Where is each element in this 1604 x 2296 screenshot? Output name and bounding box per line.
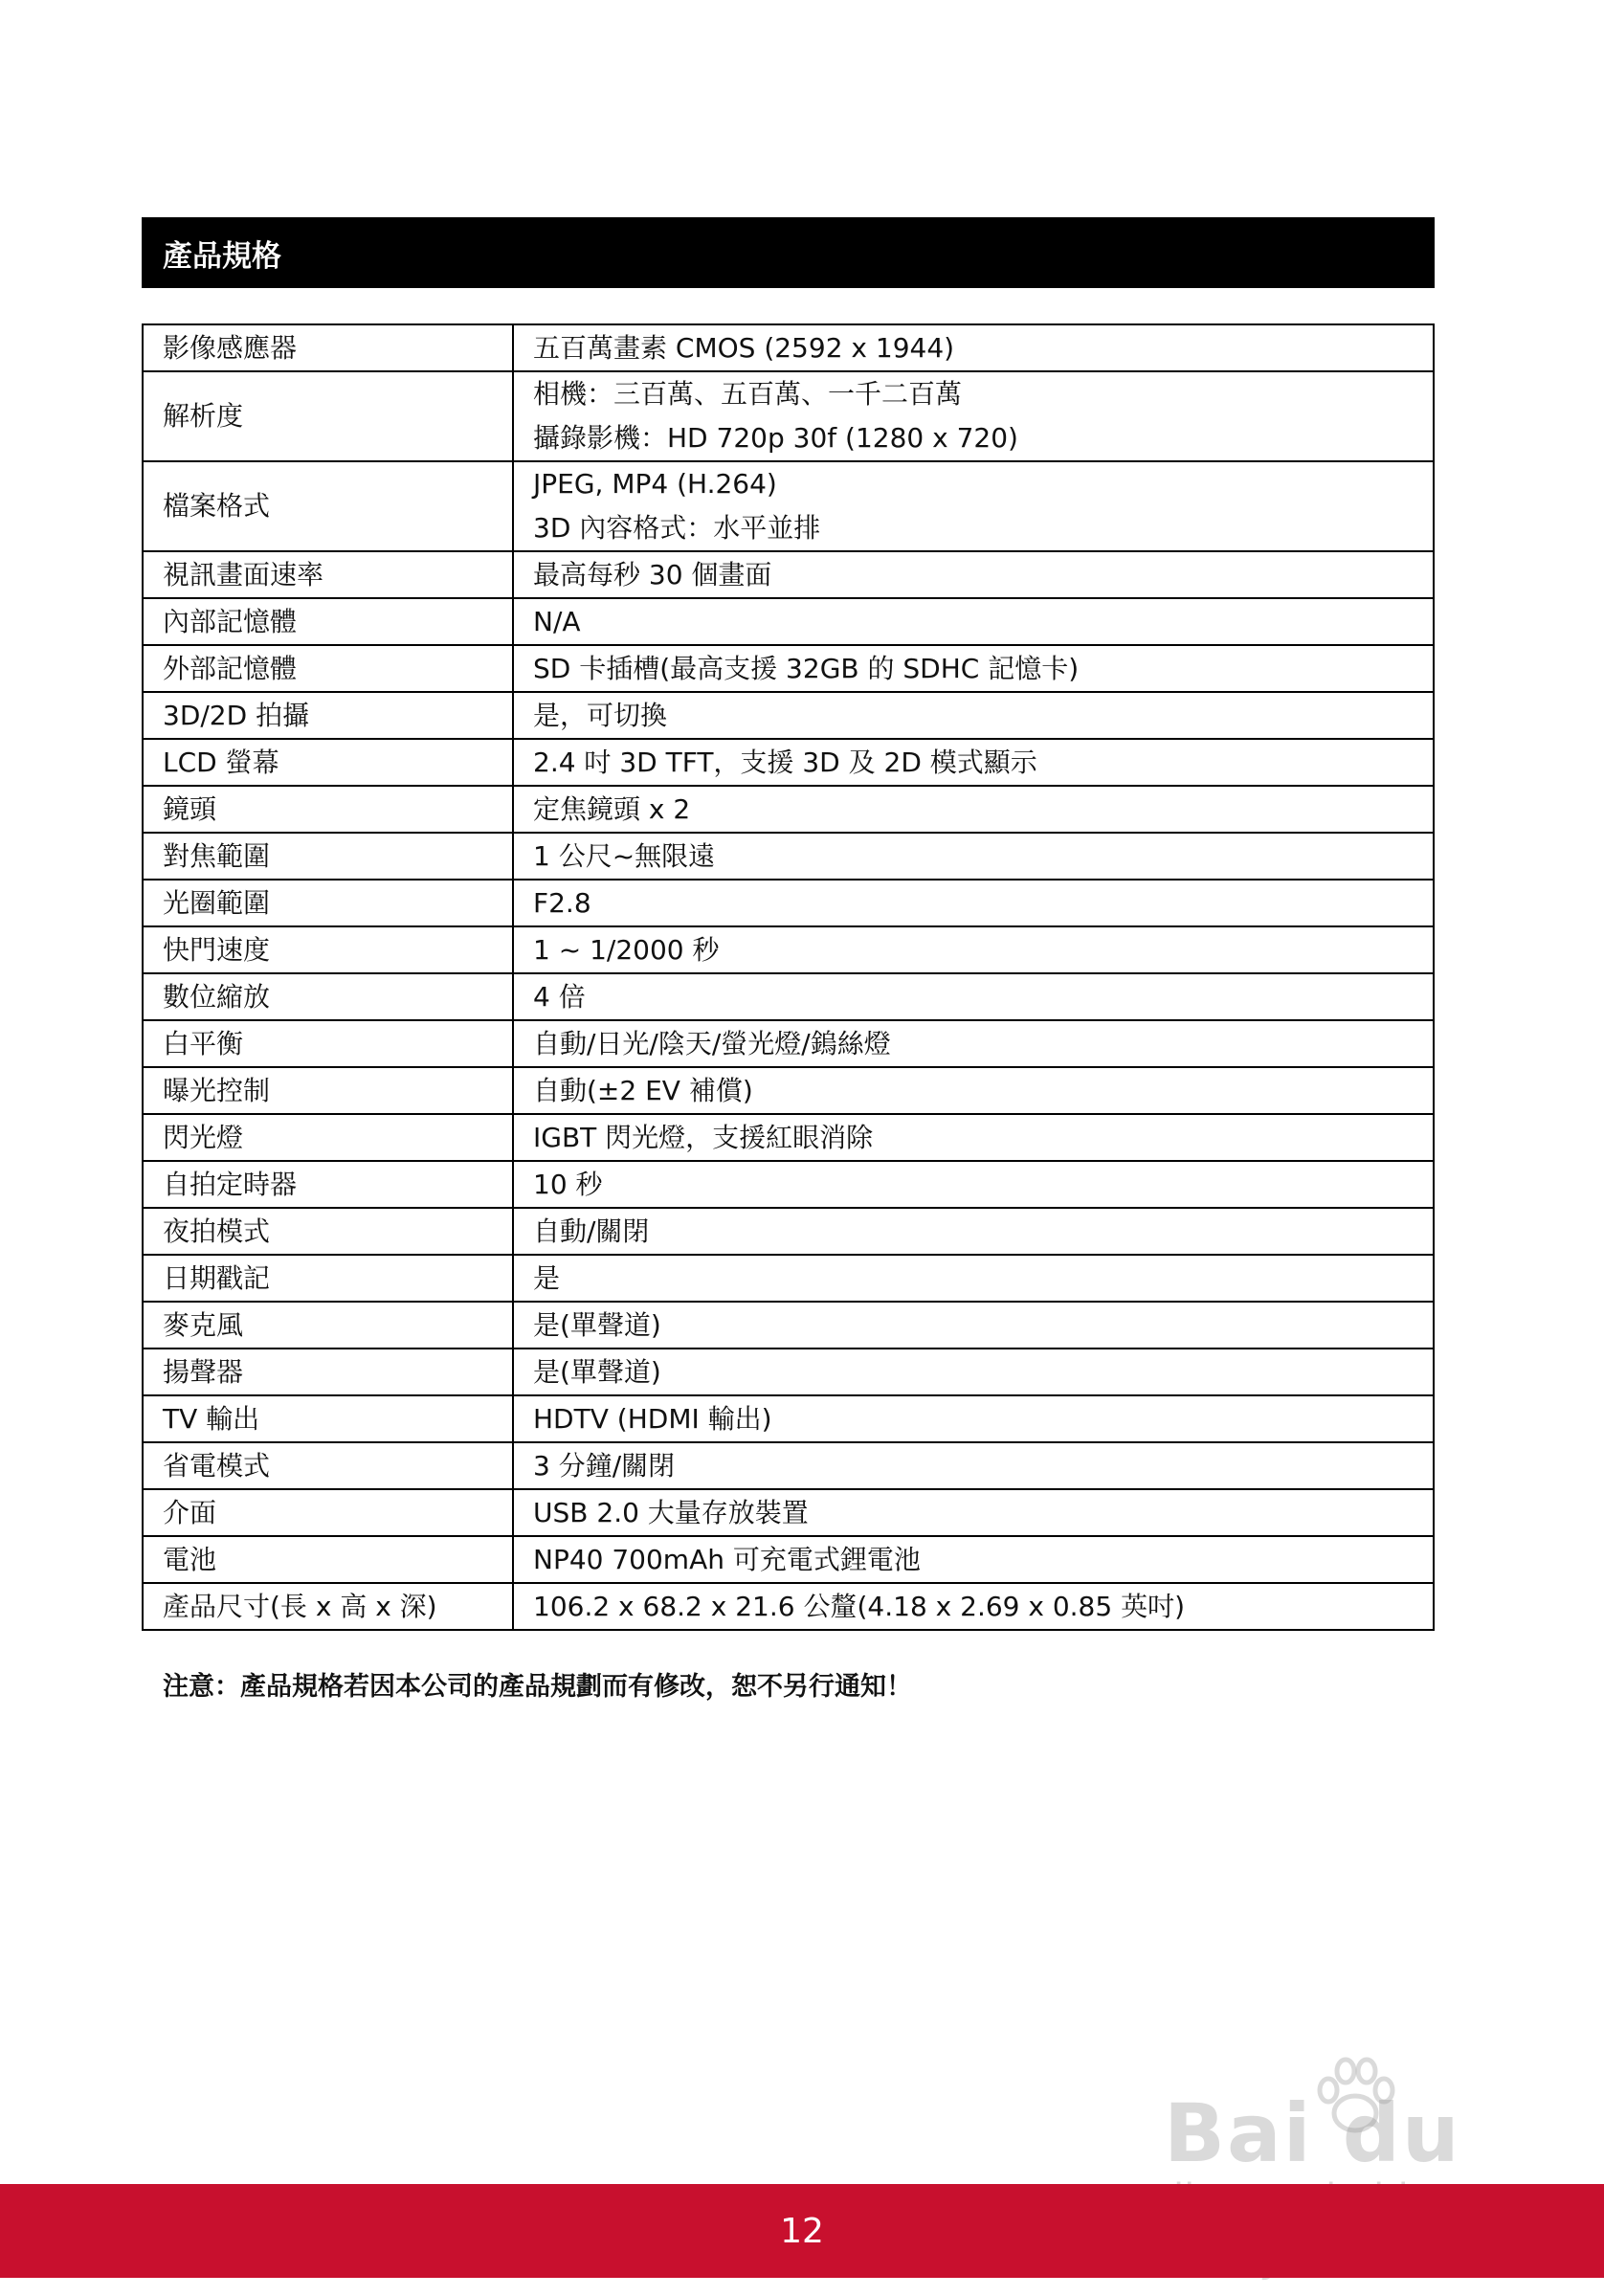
spec-value-line: 是: [533, 1261, 561, 1294]
spec-label: 閃光燈: [143, 1114, 513, 1161]
spec-value-line: 五百萬畫素 CMOS (2592 x 1944): [533, 331, 955, 364]
spec-value: [513, 1442, 1434, 1489]
spec-value: [513, 739, 1434, 786]
spec-label: 白平衡: [143, 1020, 513, 1067]
spec-row: [143, 598, 1434, 645]
spec-label: 外部記憶體: [143, 645, 513, 692]
spec-value: [513, 1583, 1434, 1630]
spec-value: [513, 1208, 1434, 1255]
spec-row: [143, 1114, 1434, 1161]
spec-label: 電池: [143, 1536, 513, 1583]
spec-value-line: SD 卡插槽(最高支援 32GB 的 SDHC 記憶卡): [533, 652, 1080, 684]
spec-value: [513, 692, 1434, 739]
spec-value-line: 1 ~ 1/2000 秒: [533, 933, 720, 966]
spec-label: TV 輸出: [143, 1395, 513, 1442]
spec-row: [143, 692, 1434, 739]
spec-label: 日期戳記: [143, 1255, 513, 1302]
spec-value: [513, 1349, 1434, 1395]
spec-value-line: 106.2 x 68.2 x 21.6 公釐(4.18 x 2.69 x 0.85 英吋): [533, 1590, 1186, 1622]
spec-value-line: HDTV (HDMI 輸出): [533, 1402, 772, 1435]
spec-label: 光圈範圍: [143, 880, 513, 926]
spec-row: [143, 926, 1434, 973]
spec-row: [143, 1536, 1434, 1583]
spec-value-line: 是，可切換: [533, 699, 668, 731]
disclaimer-note: 注意：產品規格若因本公司的產品規劃而有修改，恕不另行通知！: [163, 1672, 912, 1702]
spec-value-line: USB 2.0 大量存放裝置: [533, 1496, 809, 1528]
spec-value-line: 自動/關閉: [533, 1215, 650, 1247]
spec-value-line: 自動/日光/陰天/螢光燈/鎢絲燈: [533, 1027, 891, 1059]
spec-value: [513, 645, 1434, 692]
spec-value-line: 自動(±2 EV 補償): [533, 1074, 753, 1106]
spec-label: 揚聲器: [143, 1349, 513, 1395]
spec-label: 3D/2D 拍攝: [143, 692, 513, 739]
footer-bar: [0, 2184, 1604, 2278]
watermark-brand: Bai du: [1164, 2086, 1461, 2180]
page-number: 12: [780, 2211, 824, 2251]
spec-row: [143, 324, 1434, 371]
spec-row: [143, 880, 1434, 926]
section-title: 產品規格: [163, 238, 281, 274]
spec-label: 內部記憶體: [143, 598, 513, 645]
spec-value: [513, 1161, 1434, 1208]
spec-row: [143, 645, 1434, 692]
spec-value-line: 最高每秒 30 個畫面: [533, 558, 772, 591]
spec-value-line: 定焦鏡頭 x 2: [533, 792, 691, 825]
spec-value: [513, 1255, 1434, 1302]
spec-value-line: 攝錄影機：HD 720p 30f (1280 x 720): [533, 422, 1018, 454]
spec-row: [143, 1442, 1434, 1489]
spec-row: [143, 1161, 1434, 1208]
spec-value: [513, 926, 1434, 973]
spec-table: [142, 323, 1435, 1631]
spec-row: [143, 1208, 1434, 1255]
spec-value-line: 10 秒: [533, 1168, 603, 1200]
spec-value-line: JPEG, MP4 (H.264): [533, 468, 777, 500]
spec-value: [513, 551, 1434, 598]
spec-row: [143, 1020, 1434, 1067]
spec-value: [513, 1067, 1434, 1114]
spec-row: [143, 1302, 1434, 1349]
spec-row: [143, 973, 1434, 1020]
spec-label: 省電模式: [143, 1442, 513, 1489]
spec-row: [143, 1067, 1434, 1114]
spec-label: 對焦範圍: [143, 833, 513, 880]
spec-value: [513, 1020, 1434, 1067]
spec-value-line: N/A: [533, 605, 581, 637]
spec-row: [143, 739, 1434, 786]
spec-label: 產品尺寸(長 x 高 x 深): [143, 1583, 513, 1630]
spec-row: [143, 1395, 1434, 1442]
spec-value-line: 是(單聲道): [533, 1355, 661, 1388]
spec-value-line: 是(單聲道): [533, 1308, 661, 1341]
spec-value-line: 相機：三百萬、五百萬、一千二百萬: [533, 378, 963, 410]
spec-row: [143, 1349, 1434, 1395]
spec-value: [513, 1114, 1434, 1161]
spec-value: [513, 973, 1434, 1020]
spec-value: [513, 371, 1434, 461]
section-header: [142, 217, 1435, 288]
spec-row: [143, 1489, 1434, 1536]
spec-row: [143, 1583, 1434, 1630]
spec-label: LCD 螢幕: [143, 739, 513, 786]
spec-value: [513, 324, 1434, 371]
spec-label: 視訊畫面速率: [143, 551, 513, 598]
spec-value: [513, 461, 1434, 551]
spec-row: [143, 833, 1434, 880]
spec-value: [513, 833, 1434, 880]
spec-row: [143, 786, 1434, 833]
spec-label: 檔案格式: [143, 461, 513, 551]
spec-label: 夜拍模式: [143, 1208, 513, 1255]
spec-value: [513, 1302, 1434, 1349]
spec-label: 解析度: [143, 371, 513, 461]
spec-row: [143, 461, 1434, 551]
spec-value: [513, 1536, 1434, 1583]
spec-label: 快門速度: [143, 926, 513, 973]
spec-label: 介面: [143, 1489, 513, 1536]
spec-row: [143, 551, 1434, 598]
spec-row: [143, 1255, 1434, 1302]
spec-value: [513, 880, 1434, 926]
spec-label: 曝光控制: [143, 1067, 513, 1114]
spec-value-line: NP40 700mAh 可充電式鋰電池: [533, 1543, 921, 1575]
spec-value-line: 2.4 吋 3D TFT，支援 3D 及 2D 模式顯示: [533, 746, 1037, 778]
spec-value: [513, 1395, 1434, 1442]
spec-value-line: 4 倍: [533, 980, 586, 1013]
spec-value: [513, 1489, 1434, 1536]
spec-value-line: 3D 內容格式：水平並排: [533, 512, 821, 544]
spec-value: [513, 786, 1434, 833]
spec-value-line: 1 公尺~無限遠: [533, 839, 716, 872]
spec-label: 鏡頭: [143, 786, 513, 833]
spec-label: 自拍定時器: [143, 1161, 513, 1208]
spec-label: 麥克風: [143, 1302, 513, 1349]
spec-label: 影像感應器: [143, 324, 513, 371]
spec-row: [143, 371, 1434, 461]
spec-value-line: F2.8: [533, 886, 591, 919]
spec-value: [513, 598, 1434, 645]
spec-value-line: 3 分鐘/關閉: [533, 1449, 676, 1482]
spec-label: 數位縮放: [143, 973, 513, 1020]
spec-value-line: IGBT 閃光燈，支援紅眼消除: [533, 1121, 874, 1153]
